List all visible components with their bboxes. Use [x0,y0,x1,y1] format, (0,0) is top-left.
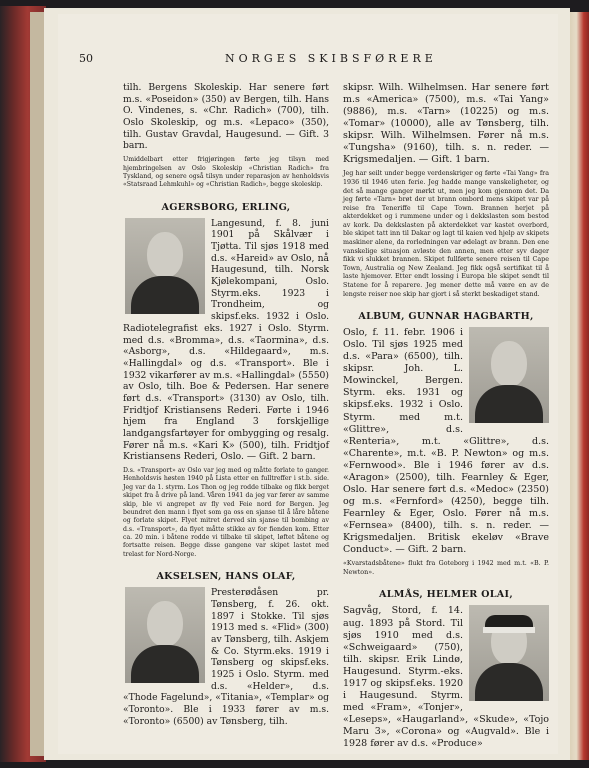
left-column [123,82,329,727]
portrait-photo [125,218,205,314]
portrait-photo [125,587,205,683]
entry-biography: Sagvåg, Stord, f. 14. aug. 1893 på Stord. Til sjøs 1910 med d.s. «Schweigaard» (750), tilh. skipsr. Erik Lindø, Haugesund. Styrm.-eks. 1917 og skipsf.eks. 1920 i Haugesund. Styrm. med «Fram», «Tonjer», «Leseps», «Haugarland», «Skude», «Tojo Maru 3», «Corona» og «Augvald». Ble i 1928 fører av d.s. «Produce» [343,605,549,750]
page-header [0,52,589,66]
entry-anecdote: «Kvarstadsbåtene» flukt fra Goteborg i 1942 med m.t. «B. P. Newton». [343,560,549,576]
entry-anecdote: Jeg har seilt under begge verdenskriger og førte «Tai Yang» fra 1936 til 1946 uten ferie. Jeg hadde mange vanskeligheter, og det så mange ganger mørkt ut, men jeg kom gjennom det. Da jeg førte «Tarn» brøt der ut brann ombord mens skipet var på reise fra Teneriffe til Cape Town. Brannen herjet på akterdekket og i rummene under og i dekkslasten som bestod av kork. Da dekkslasten på akterdekket var kastet overbord, ble skipet tatt inn til Dakar og lagt til kaien ved hjelp av skipets maskiner alene, da rorledningen var ødelagt av brann. Den ene vanskelige situasjon avløste den annen, men etter syv dager fikk vi slukket brannen. Skipet fullførte senere reisen til Cape Town, Australia og New Zealand. Jeg fikk også sertifikat til å laste hjemover. Etter endt lossing i Europa ble skipet sendt til Statene for å reparere. Jeg mener dette må være en av de lengste reiser noe skip har gjort i så sterkt beskadiget stand. [343,170,549,298]
page-gutter [30,12,44,756]
right-column [343,82,549,750]
page-edge [568,12,589,760]
entry-heading: AGERSBORG, ERLING, [161,201,291,213]
entry-biography: skipsr. Wilh. Wilhelmsen. Har senere ført m.s «America» (7500), m.s. «Tai Yang» (9886), m.s. «Tarn» (10225) og m.s. «Tomar» (10000), alle av Tønsberg, tilh. skipsr. Wilh. Wilhelmsen. Fører nå m.s. «Tungsha» (9160), tilh. s. n. reder. — Krigsmedaljen. — Gift. 1 barn. [343,82,549,166]
portrait-photo [469,327,549,423]
entry-biography: Presterødåsen pr. Tønsberg, f. 26. okt. 1897 i Stokke. Til sjøs 1913 med s. «Flid» (300) av Tønsberg, tilh. Askjem & Co. Styrm.eks. 1919 i Tønsberg og skipsf.eks. 1925 i Oslo. Styrm. med d.s. «Helder», d.s. «Thode Fagelund», «Titania», «Templar» og «Toronto». Ble i 1933 fører av m.s. «Toronto» (6500) av Tønsberg, tilh. [123,587,329,727]
running-title: NORGES SKIBSFØRERE [225,52,437,65]
entry-anecdote: D.s. «Transport» av Oslo var jeg med og måtte forlate to ganger. Henholdsvis høsten 1940 på Lista etter en fulltreffer i st.b. side. Jeg var da 1. styrm. Los Thon og jeg rodde tilbake og fikk berget skipet fra å drive på land. Våren 1941 da jeg var fører av samme skip, ble vi angrepet av fly ved Feie nord for Bergen. Jeg beundret den mann i flyet som ga oss en sjanse til å låre båtene og forlate skipet. Flyet mitret derved sin sjanse til bombing av d.s. «Transport», da flyet måtte stikke av for fienden kom. Etter ca. 20 min. i båtene rodde vi tilbake til skipet, løftet båtene og fortsatte reisen. Begge disse gangene var skipet lastet med trelast for Nord-Norge. [123,467,329,558]
portrait-photo [469,605,549,701]
entry-biography: Oslo, f. 11. febr. 1906 i Oslo. Til sjøs 1925 med d.s. «Para» (6500), tilh. skipsr. Joh. L. Mowinckel, Bergen. Styrm. eks. 1931 og skipsf.eks. 1932 i Oslo. Styrm. med m.t. «Glittre», d.s. «Renteria», m.t. «Glittre», d.s. «Charente», m.t. «B. P. Newton» og m.s. «Fernwood». Ble i 1946 fører av d.s. «Aragon» (2500), tilh. Fearnley & Eger, Oslo. Har senere ført d.s. «Medoc» (2350) og m.s. «Fernford» (4250), begge tilh. Fearnley & Eger, Oslo. Fører nå m.s. «Fernsea» (8400), tilh. s. n. reder. — Krigsmedaljen. Britisk ekeløv «Brave Conduct». — Gift. 2 barn. [343,327,549,556]
entry-heading: ALBUM, GUNNAR HAGBARTH, [358,311,534,323]
page-number: 50 [79,52,93,65]
entry-anecdote: Umiddelbart etter frigjøringen førte jeg tilsyn med hjembringelsen av Oslo Skoleskip «Christian Radich» fra Tyskland, og senere også tilsyn under reparasjon av henholdsvis «Statsraad Lehmkuhl» og «Christian Radich», begge skoleskip. [123,156,329,189]
entry-heading: AKSELSEN, HANS OLAF, [156,571,296,583]
entry-biography: tilh. Bergens Skoleskip. Har senere ført m.s. «Poseidon» (350) av Bergen, tilh. Hans O. Vindenes, s. «Chr. Radich» (700), tilh. Oslo Skoleskip, og m.s. «Lepaco» (350), tilh. Gustav Gravdal, Haugesund. — Gift. 3 barn. [123,82,329,152]
entry-heading: ALMÅS, HELMER OLAI, [379,589,513,601]
entry-biography: Langesund, f. 8. juni 1901 på Skålvær i Tjøtta. Til sjøs 1918 med d.s. «Hareid» av Oslo, nå Haugesund, tilh. Norsk Kjølekompani, Oslo. Styrm.eks. 1923 i Trondheim, og skipsf.eks. 1932 i Oslo. Radiotelegrafist eks. 1927 i Oslo. Styrm. med d.s. «Bromma», d.s. «Taormina», d.s. «Asborg», d.s. «Hildegaard», m.s. «Hallingdal» og d.s. «Transport». Ble i 1932 vikarfører av m.s. «Hallingdal» (5550) av Oslo, tilh. Boe & Pedersen. Har senere ført d.s. «Transport» (3130) av Oslo, tilh. Fridtjof Kristiansens Rederi. Førte i 1946 hjem fra England 3 forskjellige landgangsfartøyer for ombygging og resalg. Fører nå m.s. «Kari K» (500), tilh. Fridtjof Kristiansens Rederi, Oslo. — Gift. 2 barn. [123,217,329,463]
